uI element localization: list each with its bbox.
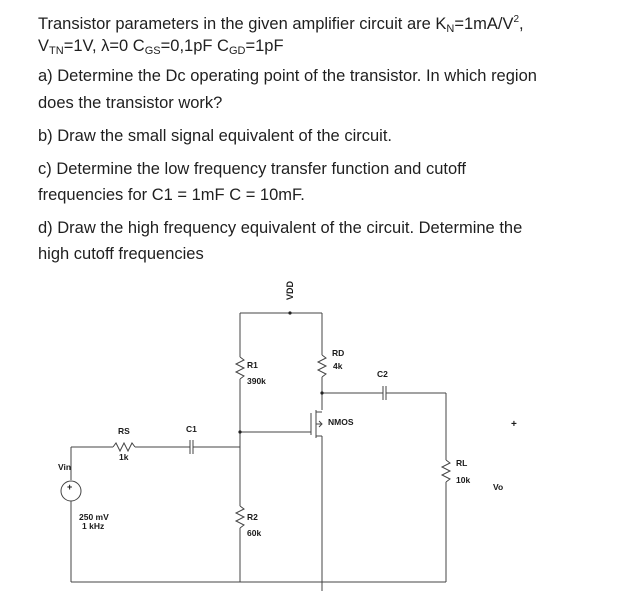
rd-value: 4k <box>333 361 343 371</box>
cgs-value: =0,1pF C <box>160 37 229 55</box>
cgd-subscript: GD <box>228 45 246 57</box>
part-c-line2: frequencies for C1 = 1mF C = 10mF. <box>38 186 305 204</box>
intro-comma: , <box>519 15 524 33</box>
vtn-subscript: TN <box>49 45 64 57</box>
rd-name: RD <box>332 348 345 358</box>
cgs-subscript: GS <box>144 45 161 57</box>
nmos-label: NMOS <box>328 417 354 427</box>
vtn-letter: V <box>38 37 50 55</box>
drain-node-dot <box>320 391 323 394</box>
kn-value: =1mA/V <box>454 15 514 33</box>
vo-label: Vo <box>493 482 504 492</box>
rs-name: RS <box>118 426 130 436</box>
part-d-line2: high cutoff frequencies <box>38 245 204 263</box>
vdd-terminal-dot <box>288 311 291 314</box>
part-a-line2: does the transistor work? <box>38 94 223 112</box>
rs-resistor <box>113 443 135 451</box>
c2-name: C2 <box>377 369 388 379</box>
vo-plus-sign: + <box>511 419 517 430</box>
r1-name: R1 <box>247 360 258 370</box>
r2-resistor <box>236 506 244 528</box>
rs-value: 1k <box>119 452 129 462</box>
r2-name: R2 <box>247 512 258 522</box>
part-d-line1: d) Draw the high frequency equivalent of the circuit. Determine the <box>38 219 523 237</box>
r1-value: 390k <box>247 376 266 386</box>
c1-name: C1 <box>186 424 197 434</box>
rd-resistor <box>318 355 326 377</box>
part-b: b) Draw the small signal equivalent of the circuit. <box>38 127 392 145</box>
source-amplitude: 250 mV <box>79 512 109 522</box>
kn-subscript: N <box>446 23 455 35</box>
r2-value: 60k <box>247 528 262 538</box>
source-frequency: 1 kHz <box>82 521 105 531</box>
r1-resistor <box>236 357 244 379</box>
intro-lead: Transistor parameters in the given amplifier circuit are K <box>38 15 447 33</box>
rl-resistor <box>442 460 450 482</box>
part-c-line1: c) Determine the low frequency transfer function and cutoff <box>38 160 467 178</box>
rl-value: 10k <box>456 475 471 485</box>
part-a-line1: a) Determine the Dc operating point of the transistor. In which region <box>38 67 537 85</box>
vtn-value: =1V, λ=0 C <box>63 37 145 55</box>
source-plus-sign: + <box>67 482 73 492</box>
gate-node-dot <box>238 430 241 433</box>
kn-superscript: 2 <box>513 14 520 25</box>
vin-label: Vin <box>58 462 72 472</box>
cgd-value: =1pF <box>245 37 284 55</box>
vdd-label: VDD <box>285 280 295 300</box>
rl-name: RL <box>456 458 468 468</box>
